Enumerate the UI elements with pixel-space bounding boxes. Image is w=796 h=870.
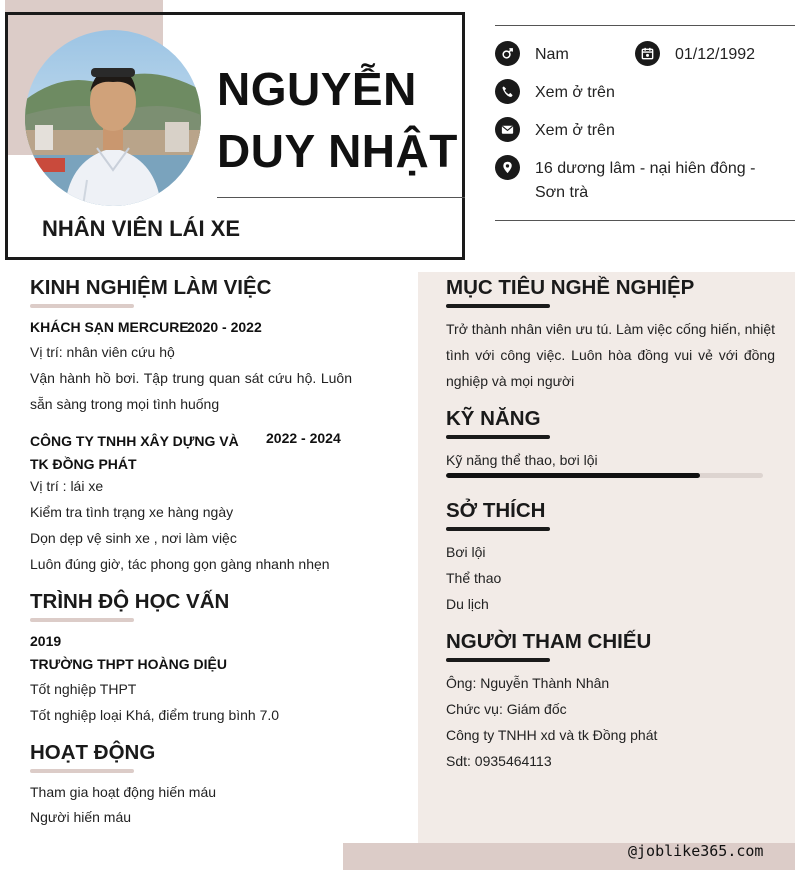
- hobby-item: Thể thao: [446, 570, 502, 586]
- location-icon: [495, 155, 520, 180]
- section-title-experience: KINH NGHIỆM LÀM VIỆC: [30, 276, 272, 299]
- job-detail: Dọn dẹp vệ sinh xe , nơi làm việc: [30, 530, 237, 546]
- job-detail: Luôn đúng giờ, tác phong gọn gàng nhanh nhẹn: [30, 556, 330, 572]
- footer-watermark: @joblike365.com: [628, 842, 764, 860]
- company-name: KHÁCH SẠN MERCURE: [30, 319, 189, 335]
- gender-value: Nam: [535, 46, 569, 63]
- name-line-1: NGUYỄN: [217, 63, 417, 115]
- calendar-icon: [635, 41, 660, 66]
- section-title-activities: HOẠT ĐỘNG: [30, 741, 156, 764]
- phone-icon: [495, 79, 520, 104]
- education-detail: Tốt nghiệp THPT: [30, 681, 137, 697]
- section-underline: [446, 304, 550, 308]
- email-value: Xem ở trên: [535, 122, 615, 139]
- section-underline: [446, 658, 550, 662]
- section-underline: [30, 618, 134, 622]
- section-underline: [30, 769, 134, 773]
- company-name: CÔNG TY TNHH XÂY DỰNG VÀ TK ĐỒNG PHÁT: [30, 433, 239, 472]
- job-detail: Vận hành hồ bơi. Tập trung quan sát cứu hộ. Luôn sẵn sàng trong mọi tình huống: [30, 370, 352, 412]
- job-period: 2020 - 2022: [187, 319, 262, 335]
- section-underline: [30, 304, 134, 308]
- section-underline: [446, 435, 550, 439]
- skill-name: Kỹ năng thể thao, bơi lội: [446, 452, 598, 468]
- phone-value: Xem ở trên: [535, 84, 615, 101]
- activity-item: Người hiến máu: [30, 809, 132, 825]
- job-period: 2022 - 2024: [266, 430, 341, 446]
- email-icon: [495, 117, 520, 142]
- objective-text: Trở thành nhân viên ưu tú. Làm việc cống hiến, nhiệt tình với công việc. Luôn hòa đồng vui vẻ với đồng nghiệp và mọi người: [446, 321, 775, 389]
- full-name: [217, 58, 458, 182]
- hobby-item: Bơi lội: [446, 544, 486, 560]
- school-name: TRƯỜNG THPT HOÀNG DIỆU: [30, 656, 227, 672]
- section-title-skills: KỸ NĂNG: [446, 407, 541, 430]
- name-line-2: DUY NHẬT: [217, 125, 458, 177]
- divider: [495, 220, 795, 221]
- education-detail: Tốt nghiệp loại Khá, điểm trung bình 7.0: [30, 707, 280, 723]
- section-underline: [446, 527, 550, 531]
- skill-bar-fill: [446, 473, 700, 478]
- address-value: 16 dương lâm - nại hiên đông - Sơn trà: [535, 160, 756, 201]
- divider: [217, 197, 465, 198]
- section-title-hobbies: SỞ THÍCH: [446, 499, 546, 522]
- job-detail: Kiểm tra tình trạng xe hàng ngày: [30, 504, 234, 520]
- reference-line: Ông: Nguyễn Thành Nhân: [446, 675, 610, 691]
- divider: [495, 25, 795, 26]
- section-title-references: NGƯỜI THAM CHIẾU: [446, 630, 652, 653]
- birthday-value: 01/12/1992: [675, 46, 756, 63]
- job-position: Vị trí: nhân viên cứu hộ: [30, 344, 175, 360]
- education-year: 2019: [30, 633, 62, 649]
- reference-line: Chức vụ: Giám đốc: [446, 701, 567, 717]
- reference-line: Sdt: 0935464113: [446, 753, 552, 769]
- activity-item: Tham gia hoạt động hiến máu: [30, 784, 217, 800]
- avatar: [25, 30, 201, 206]
- portrait-photo: [25, 30, 201, 206]
- reference-line: Công ty TNHH xd và tk Đồng phát: [446, 727, 658, 743]
- job-title: NHÂN VIÊN LÁI XE: [42, 216, 241, 241]
- job-position: Vị trí : lái xe: [30, 478, 104, 494]
- gender-icon: [495, 41, 520, 66]
- section-title-education: TRÌNH ĐỘ HỌC VẤN: [30, 590, 230, 613]
- skill-bar: [446, 473, 763, 478]
- hobby-item: Du lịch: [446, 596, 489, 612]
- section-title-objective: MỤC TIÊU NGHỀ NGHIỆP: [446, 276, 695, 299]
